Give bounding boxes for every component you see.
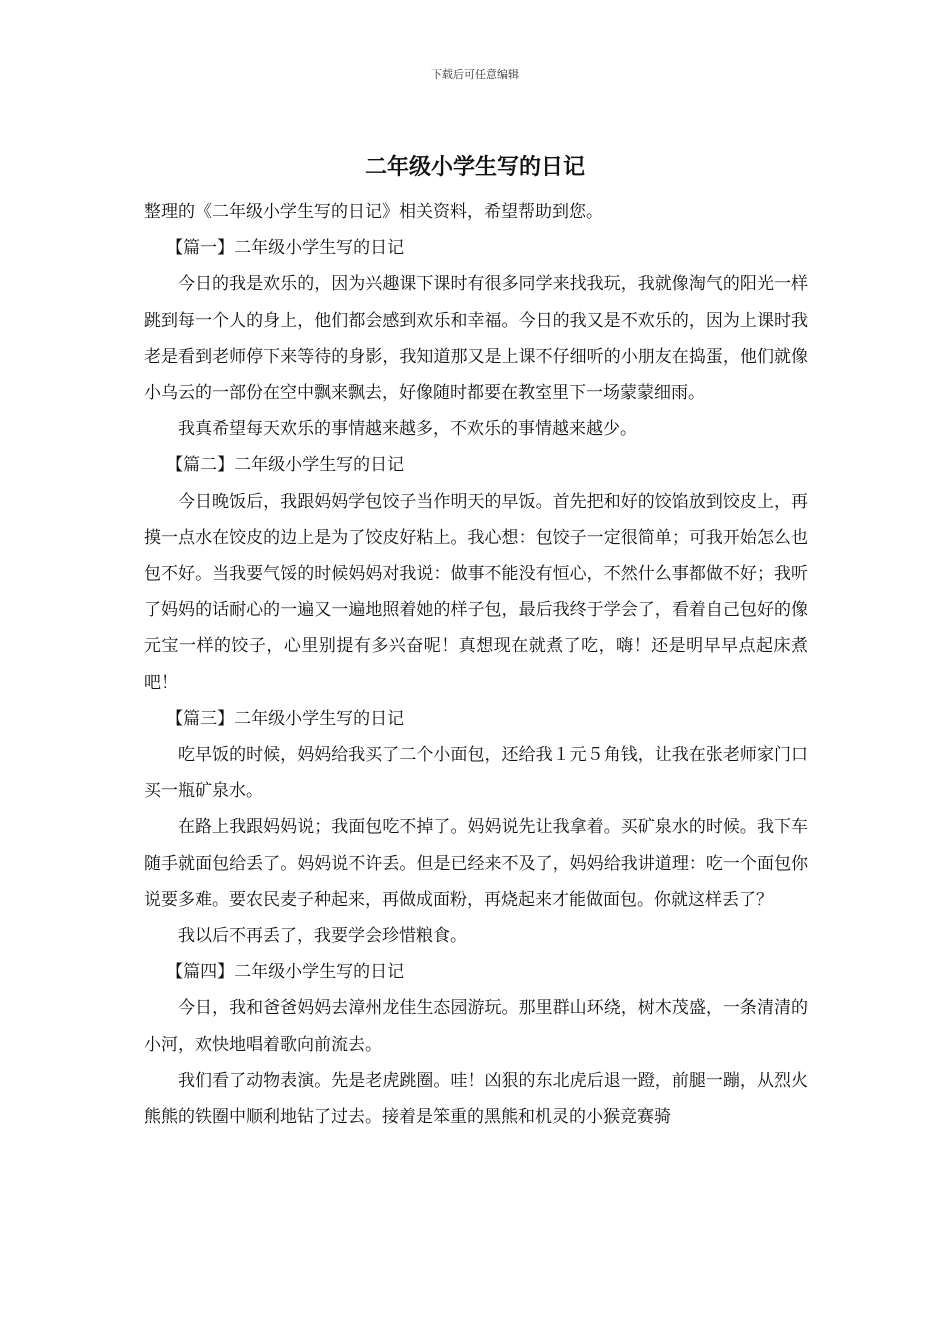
section-heading-2: 【篇二】二年级小学生写的日记 [166,455,405,476]
section-heading-3: 【篇三】二年级小学生写的日记 [166,708,405,729]
page-title: 二年级小学生写的日记 [364,155,585,180]
paragraph: 吃早饭的时候，妈妈给我买了二个小面包，还给我１元５角钱，让我在张老师家门口买一瓶矿泉水。 [144,745,808,802]
paragraph: 今日，我和爸爸妈妈去漳州龙佳生态园游玩。那里群山环绕，树木茂盛，一条清清的小河，欢快地唱着歌向前流去。 [144,998,808,1055]
section-heading-4: 【篇四】二年级小学生写的日记 [166,962,405,983]
section-heading-1: 【篇一】二年级小学生写的日记 [166,238,405,259]
intro-paragraph: 整理的《二年级小学生写的日记》相关资料，希望帮助到您。 [144,202,603,222]
paragraph: 今日晚饭后，我跟妈妈学包饺子当作明天的早饭。首先把和好的饺馅放到饺皮上，再摸一点水在饺皮的边上是为了饺皮好粘上。我心想：包饺子一定很简单；可我开始怎么也包不好。当我要气馁的时候妈妈对我说：做事不能没有恒心，不然什么事都做不好；我听了妈妈的话耐心的一遍又一遍地照着她的样子包，最后我终于学会了，看着自己包好的像元宝一样的饺子，心里别提有多兴奋呢！真想现在就煮了吃，嗨！还是明早早点起床煮吧！ [144,491,808,693]
paragraph: 今日的我是欢乐的，因为兴趣课下课时有很多同学来找我玩，我就像淘气的阳光一样跳到每一个人的身上，他们都会感到欢乐和幸福。今日的我又是不欢乐的，因为上课时我老是看到老师停下来等待的身影，我知道那又是上课不仔细听的小朋友在捣蛋，他们就像小乌云的一部份在空中飘来飘去，好像随时都要在教室里下一场蒙蒙细雨。 [144,274,808,404]
header-note: 下载后可任意编辑 [431,68,519,81]
paragraph: 我们看了动物表演。先是老虎跳圈。哇！凶狠的东北虎后退一蹬，前腿一蹦，从烈火熊熊的铁圈中顺利地钻了过去。接着是笨重的黑熊和机灵的小猴竞赛骑 [144,1070,808,1128]
paragraph: 我以后不再丢了，我要学会珍惜粮食。 [178,926,467,947]
paragraph: 在路上我跟妈妈说；我面包吃不掉了。妈妈说先让我拿着。买矿泉水的时候。我下车随手就面包给丢了。妈妈说不许丢。但是已经来不及了，妈妈给我讲道理：吃一个面包你说要多难。要农民麦子种起来，再做成面粉，再烧起来才能做面包。你就这样丢了？ [144,817,808,910]
paragraph: 我真希望每天欢乐的事情越来越多，不欢乐的事情越来越少。 [178,419,637,440]
document-body [144,194,808,1135]
